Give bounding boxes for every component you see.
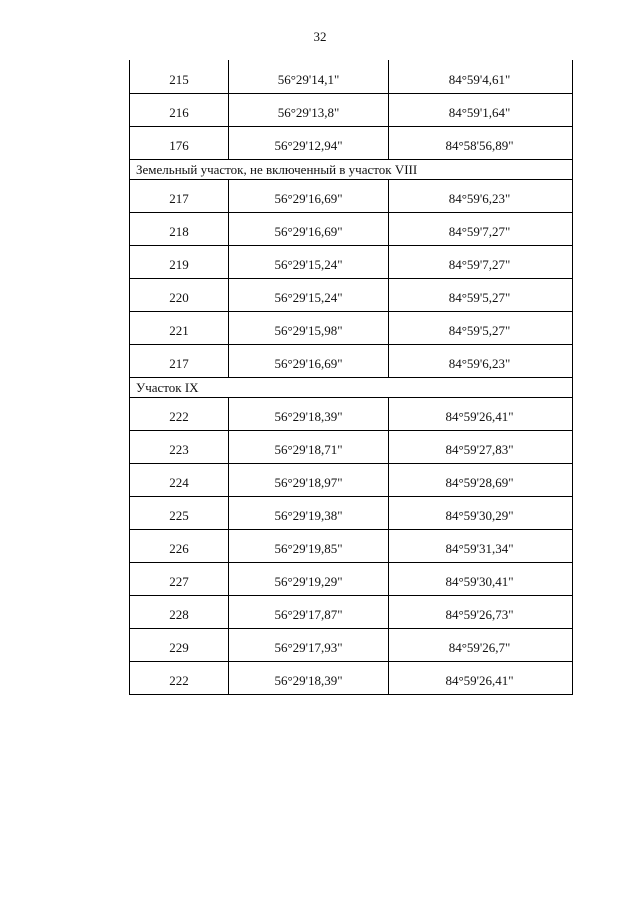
point-number-cell: 215 [130,60,229,93]
page-number: 32 [313,29,327,44]
longitude-cell: 84°59'4,61" [448,72,511,87]
point-number-cell: 221 [130,312,229,344]
longitude-cell: 84°59'5,27" [448,323,511,338]
latitude-cell: 56°29'17,87" [229,596,389,628]
longitude-cell: 84°59'7,27" [448,224,511,239]
longitude-cell: 84°59'27,83" [445,442,514,457]
table-row [130,126,572,159]
point-number-cell: 216 [130,94,229,126]
longitude-cell: 84°59'26,7" [448,640,511,655]
longitude-cell: 84°59'30,41" [445,574,514,589]
latitude-cell: 56°29'19,38" [229,497,389,529]
table-row [130,93,572,126]
latitude-cell: 56°29'16,69" [229,180,389,212]
table-row [130,212,572,245]
table-row [130,430,572,463]
point-number-cell: 223 [130,431,229,463]
latitude-cell: 56°29'16,69" [229,345,389,377]
longitude-cell: 84°59'1,64" [448,105,511,120]
table-row [130,311,572,344]
longitude-cell: 84°59'6,23" [448,191,511,206]
table-row [130,496,572,529]
table-row [130,463,572,496]
latitude-cell: 56°29'18,71" [229,431,389,463]
latitude-cell: 56°29'12,94" [229,127,389,159]
latitude-cell: 56°29'18,39" [229,662,389,694]
table-row [130,628,572,661]
longitude-cell: 84°59'5,27" [448,290,511,305]
table-row [130,529,572,562]
longitude-cell: 84°59'31,34" [445,541,514,556]
latitude-cell: 56°29'19,29" [229,563,389,595]
point-number-cell: 217 [130,180,229,212]
point-number-cell: 225 [130,497,229,529]
longitude-cell: 84°59'26,41" [445,673,514,688]
longitude-cell: 84°59'30,29" [445,508,514,523]
latitude-cell: 56°29'15,24" [229,246,389,278]
point-number-cell: 228 [130,596,229,628]
point-number-cell: 227 [130,563,229,595]
longitude-cell: 84°59'7,27" [448,257,511,272]
point-number-cell: 176 [130,127,229,159]
table-row [130,344,572,377]
latitude-cell: 56°29'15,24" [229,279,389,311]
table-row [130,278,572,311]
latitude-cell: 56°29'17,93" [229,629,389,661]
coordinates-table [129,60,573,695]
point-number-cell: 222 [130,662,229,694]
latitude-cell: 56°29'18,39" [229,398,389,430]
latitude-cell: 56°29'16,69" [229,213,389,245]
point-number-cell: 224 [130,464,229,496]
table-row [130,595,572,628]
latitude-cell: 56°29'18,97" [229,464,389,496]
longitude-cell: 84°59'26,73" [445,607,514,622]
longitude-cell: 84°59'26,41" [445,409,514,424]
table-row [130,60,572,93]
table-row [130,397,572,430]
longitude-cell: 84°58'56,89" [445,138,514,153]
latitude-cell: 56°29'13,8" [229,94,389,126]
section-heading: Участок IX [130,377,572,397]
point-number-cell: 218 [130,213,229,245]
point-number-cell: 219 [130,246,229,278]
table-row [130,179,572,212]
longitude-cell: 84°59'28,69" [445,475,514,490]
point-number-cell: 220 [130,279,229,311]
latitude-cell: 56°29'14,1" [229,60,389,93]
table-row [130,661,572,694]
point-number-cell: 217 [130,345,229,377]
table-row [130,245,572,278]
point-number-cell: 222 [130,398,229,430]
section-heading: Земельный участок, не включенный в участок VIII [130,159,572,179]
point-number-cell: 229 [130,629,229,661]
latitude-cell: 56°29'15,98" [229,312,389,344]
table-row [130,562,572,595]
latitude-cell: 56°29'19,85" [229,530,389,562]
longitude-cell: 84°59'6,23" [448,356,511,371]
point-number-cell: 226 [130,530,229,562]
